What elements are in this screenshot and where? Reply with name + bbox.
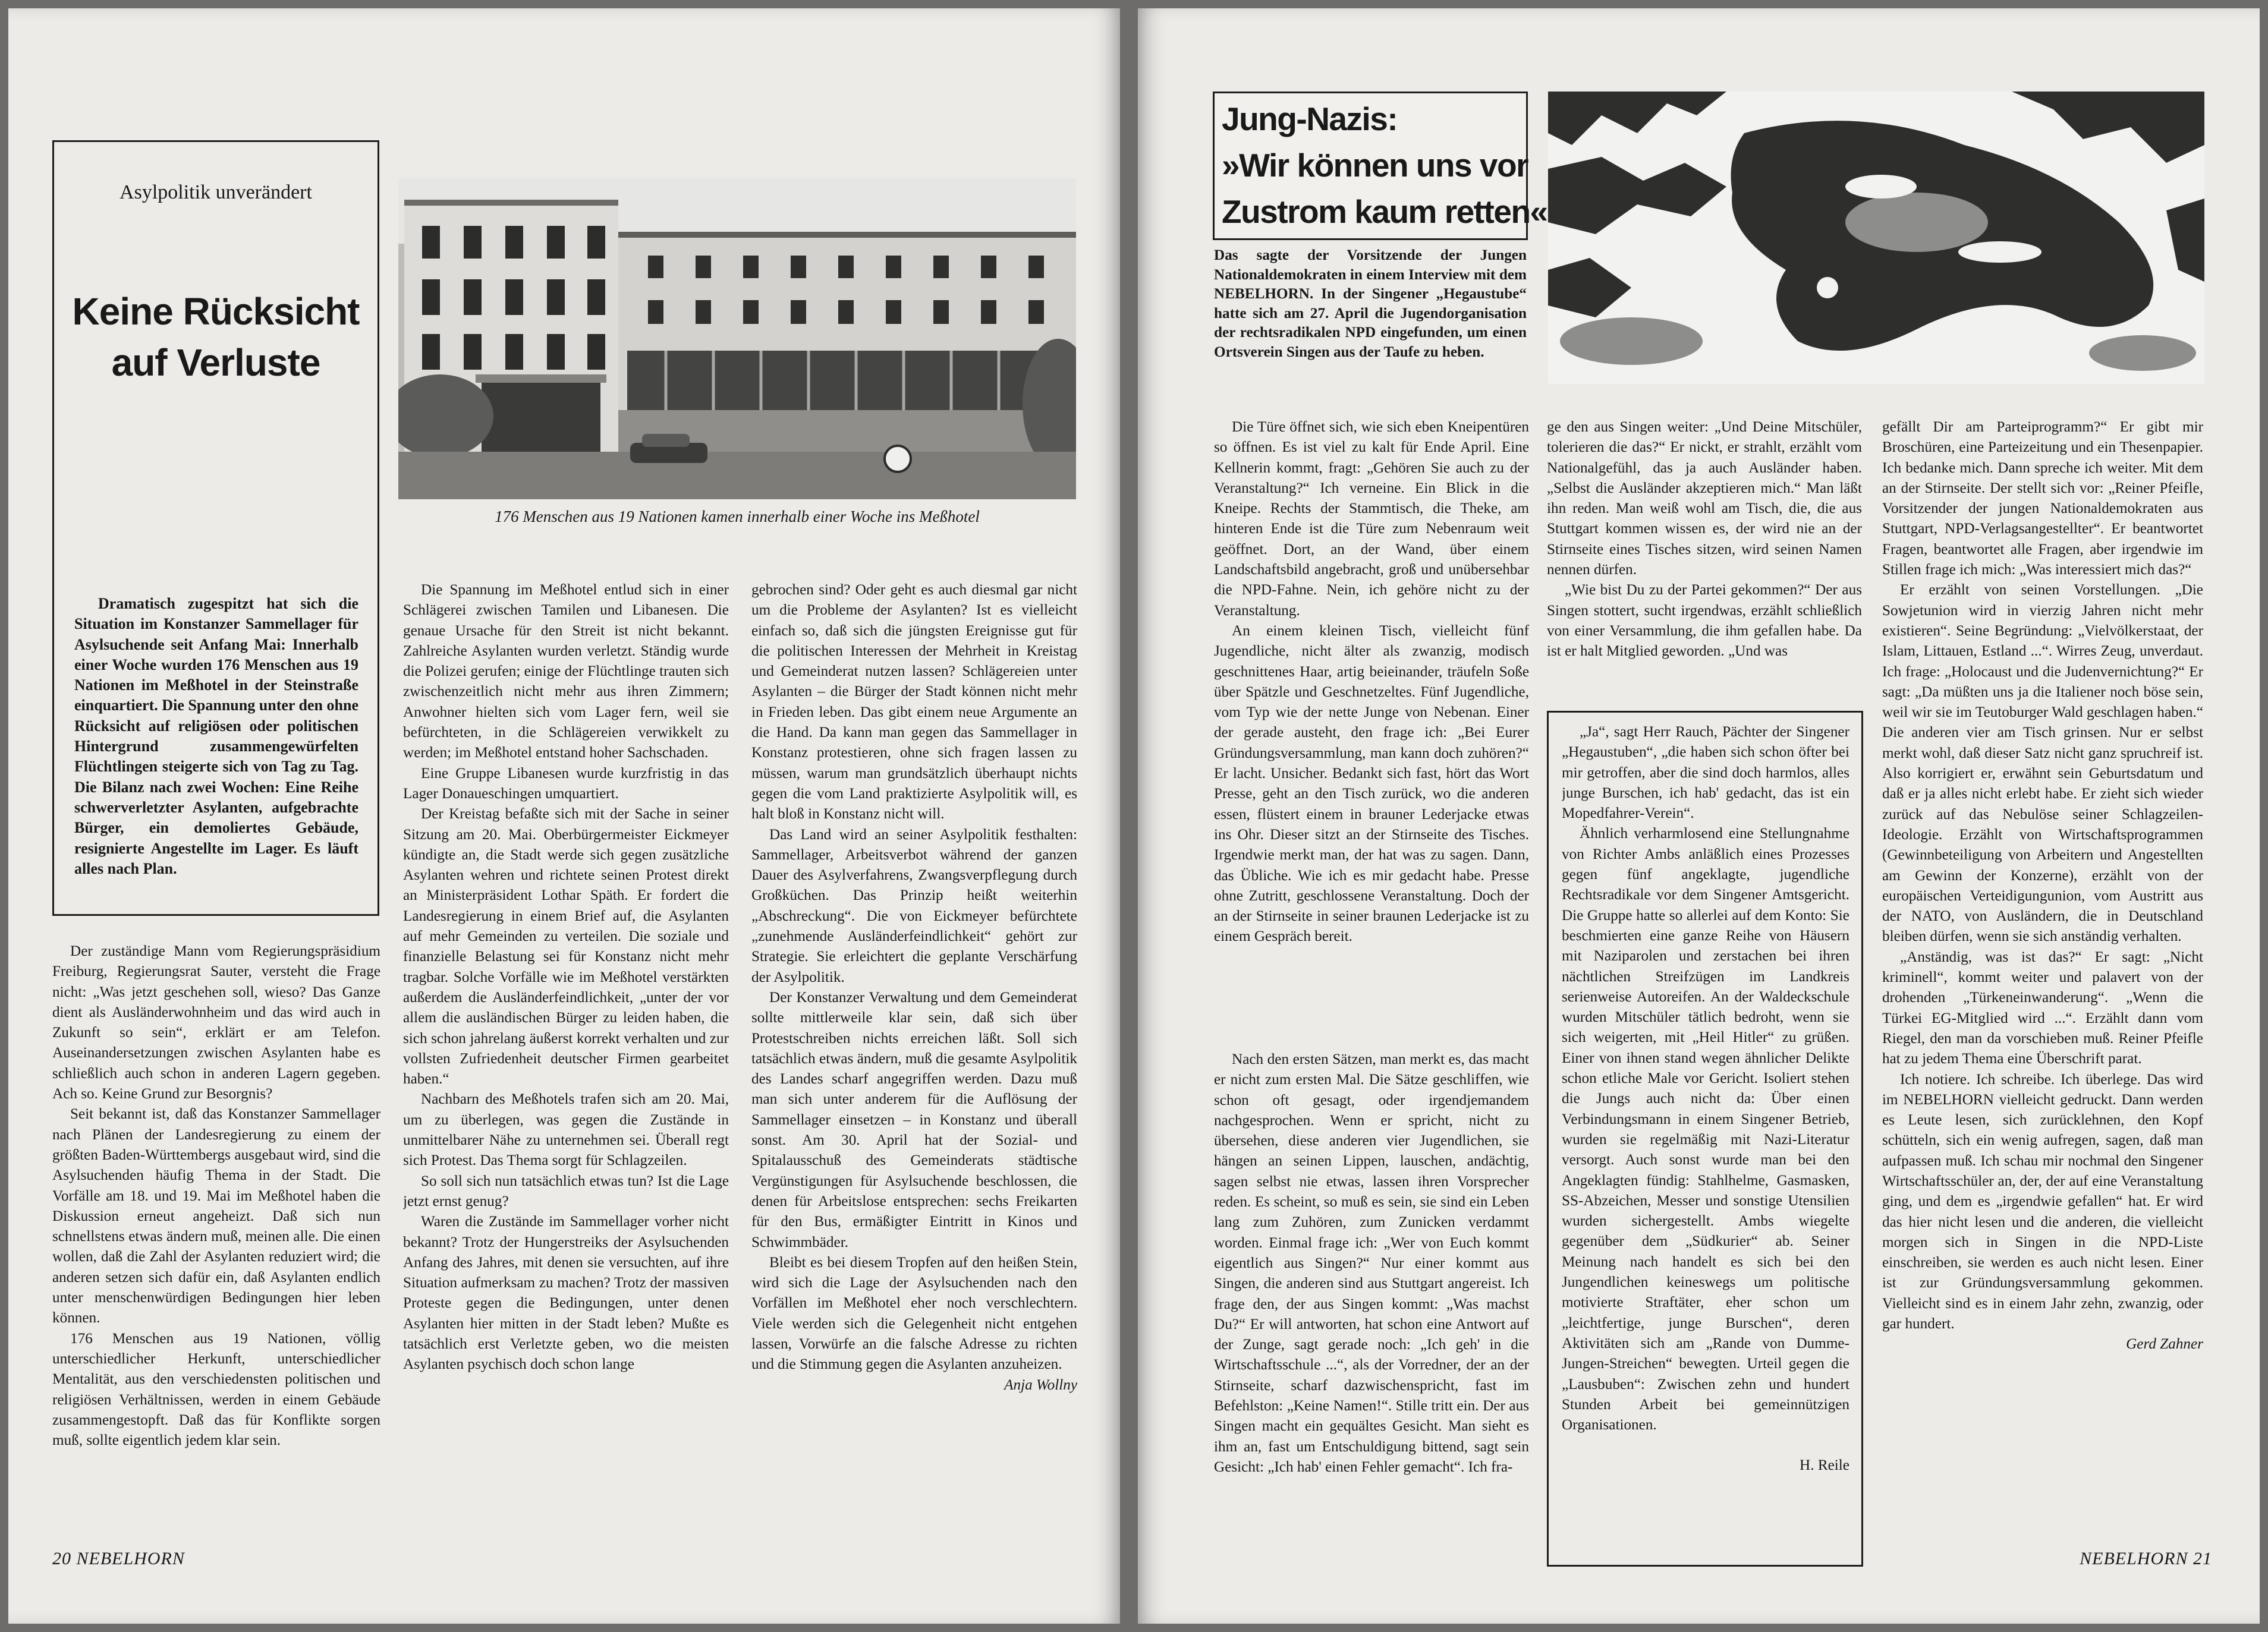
headline [54,286,378,388]
paragraph: Seit bekannt ist, daß das Konstanzer Sammellager nach Plänen der Landesregierung zu einem der größten Baden-Württembergs ausgebaut wird, sind die Asylsuchenden häufig Thema in der Stadt. Die Vorfälle am 18. und 19. Mai im Meßhotel haben die Diskussion erneut angeheizt. Daß sich nun schnellstens etwas ändern muß, meinen alle. Die einen wollen, daß die Zahl der Asylanten reduziert wird; die anderen setzen sich dafür ein, daß Asylanten endlich unter menschenwürdigen Bedingungen hier leben können. [52,1106,380,1327]
right-column-2 [1547,417,1862,691]
paragraph: Ich notiere. Ich schreibe. Ich überlege. Das wird im NEBELHORN vielleicht gedruckt. Dann werden es Leute lesen, sich zurücklehnen, den Kopf schütteln, sich ein wenig aufregen, sagen, daß man aufpassen muß. Ich schau mir nochmal den Singener Wirtschaftsschüler an, der, der auf eine Veranstaltung ging, und dem es „irgendwie gefallen“ hat. Er wird das hier nicht lesen und die anderen, die vielleicht morgen sich in Singen in die NPD-Liste einschreiben, sie werden es auch nicht lesen. Einer ist zur Gründungsversammlung gekommen. Vielleicht sind es in einem Jahr zehn, zwanzig, oder gar hundert. [1882,1071,2203,1332]
paragraph: Die Türe öffnet sich, wie sich eben Kneipentüren so öffnen. Es ist viel zu kalt für Ende April. Eine Kellnerin kommt, fragt: „Gehören Sie auch zu der Veranstaltung?“ Ich verneine. Ein Blick in die Kneipe. Rechts der Stammtisch, die Theke, am hinteren Ende ist die Türe zum Nebenraum weit geöffnet. Dort, an der Wand, über einem Landschaftsbild angebracht, groß und unübersehbar die NPD-Fahne. Nein, ich gehöre nicht zu der Veranstaltung. [1214,419,1529,619]
paragraph: Der zuständige Mann vom Regierungspräsidium Freiburg, Regierungsrat Sauter, versteht die Frage nicht: „Was jetzt geschehen soll, wieso? Das Ganze dient als Ausländerwohnheim und das wird auch in Zukunft so sein“, erklärt er am Telefon. Auseinandersetzungen zwischen Asylanten habe es schließlich auch schon in anderen Lagern gegeben. Ach so. Keine Grund zur Besorgnis? [52,943,380,1102]
paragraph: „Ja“, sagt Herr Rauch, Pächter der Singener „Hegaustuben“, „die haben sich schon öfter bei mir getroffen, aber die sind doch harmlos, alles junge Burschen, ich hab' gedacht, das ist ein Mopedfahrer-Verein“. [1562,724,1849,822]
left-column-3 [751,580,1077,1561]
paragraph: Nachbarn des Meßhotels trafen sich am 20. Mai, um zu überlegen, was gegen die Zustände in unmittelbarer Nähe zu unternehmen sei. Überall regt sich Protest. Das Thema sorgt für Schlagzeilen. [403,1091,729,1169]
paragraph: Er erzählt von seinen Vorstellungen. „Die Sowjetunion wird in vierzig Jahren nicht mehr existieren“. Seine Begründung: „Vielvölkerstaat, der Islam, Littauen, Estland ...“. Wirres Zeug, unverdaut. Ich frage: „Holocaust und die Judenvernichtung?“ Er sagt: „Da müßten uns ja die Italiener noch böse sein, weil wir sie im Teutoburger Wald geschlagen haben.“ Die anderen vier am Tisch grinsen. Nur er selbst merkt wohl, daß dieser Satz nicht ganz spruchreif ist. Also korrigiert er, erwähnt sein Geburtsdatum und daß er ja alles nicht erlebt habe. Er zieht sich wieder zurück auf das Nebulöse seiner Schlagzeilen-Ideologie. Erzählt von Wirtschaftsprogrammen (Gewinnbeteiligung von Arbeitern und Angestellten am Gewinn der Konzerne), erzählt von der europäischen Verteidigungunion, vom Austritt aus der NATO, von Ausländern, die in Deutschland bleiben dürfen, wenn sie sich anständig verhalten. [1882,582,2203,945]
paragraph: Das Land wird an seiner Asylpolitik festhalten: Sammellager, Arbeitsverbot während der ganzen Dauer des Asylverfahrens, Zwangsverpflegung durch Großküchen. Das Prinzip heißt weiterhin „Abschreckung“. Die von Eickmeyer befürchtete „zunehmende Ausländerfeindlichkeit“ gehört zur Strategie. Sie erleichtert die geplante Verschärfung der Asylpolitik. [751,826,1077,985]
paragraph: „Anständig, was ist das?“ Er sagt: „Nicht kriminell“, kommt weiter und palavert von der drohenden „Türkeneinwanderung“. „Wenn die Türkei EG-Mitglied wird ...“. Erzählt dann vom Riegel, den man da vorschieben muß. Reiner Pfeifle hat zu jedem Thema eine Überschrift parat. [1882,949,2203,1067]
messhotel-photo [398,178,1076,499]
headline-box [52,140,379,916]
headline [1222,96,1547,235]
abstract-photo [1548,92,2204,384]
paragraph: Waren die Zustände im Sammellager vorher nicht bekannt? Trotz der Hungerstreiks der Asylsuchenden Anfang des Jahres, mit denen sie versuchten, auf ihre Situation aufmerksam zu machen? Trotz der massiven Proteste gegen die Bedingungen, unter denen Asylanten hier mitten in der Stadt leben? Mußte es tatsächlich erst Verletzte geben, wo die meisten Asylanten psychisch doch schon lange [403,1214,729,1373]
left-page [8,8,1120,1624]
right-page [1138,8,2260,1624]
headline-line-2: »Wir können uns vor [1222,147,1528,184]
paragraph: gebrochen sind? Oder geht es auch diesmal gar nicht um die Probleme der Asylanten? Ist es vielleicht einfach so, daß sich die jüngsten Ereignisse gut für die politischen Interessen der Mehrheit in Kreistag und Gemeinderat nutzen lassen? Schlägereien unter Asylanten – die Bürger der Stadt können nicht mehr in Frieden leben. Das gibt einem neue Argumente an die Hand. Da kann man gegen das Sammellager in Konstanz protestieren, ohne sich fragen lassen zu müssen, warum man grundsätzlich überhaupt nichts gegen die vom Land praktizierte Asylpolitik will, es halt bloß in Konstanz nicht will. [751,582,1077,823]
paragraph: Ähnlich verharmlosend eine Stellungnahme von Richter Ambs anläßlich eines Prozesses gegen fünf angeklagte, jugendliche Rechtsradikale vor dem Singener Amtsgericht. Die Gruppe hatte so allerlei auf dem Konto: Sie beschmierten eine ganze Reihe von Häusern mit Naziparolen und zerstachen bei ihren nächtlichen Streifzügen im Landkreis serienweise Autoreifen. An der Waldeckschule wurden Mitschüler tätlich bedroht, wenn sie sich weigerten, mit „Heil Hitler“ zu grüßen. Einer von ihnen stand wegen ähnlicher Delikte schon etliche Male vor Gericht. Isoliert stehen die Jungs auch nicht da: Über einen Verbindungsmann in einem Singener Betrieb, wurden sie regelmäßig mit Nazi-Literatur versorgt. Auch sonst wurde man bei den Angeklagten fündig: Stahlhelme, Gasmasken, SS-Abzeichen, Messer und sonstige Utensilien wurden sichergestellt. Ambs wiegelte gegenüber dem „Südkurier“ ab. Seiner Meinung nach handelt es sich bei den Jungendlichen keineswegs um politische motivierte Straftäter, eher schon um „leichtfertige, junge Burschen“, deren Aktivitäten sich am „Rande von Dumme-Jungen-Streichen“ bewegten. Urteil gegen die „Lausbuben“: Zwischen zehn und hundert Stunden Arbeit bei gemeinnützigen Organisationen. [1562,826,1849,1433]
page-number: 20 NEBELHORN [52,1549,185,1568]
lead-text: Das sagte der Vorsitzende der Jungen Nationaldemokraten in einem Interview mit dem NEBELHORN. In der Singener „Hegaustube“ hatte sich am 27. April die Jugendorganisation der rechtsradikalen NPD eingefunden, um einen Ortsverein Singen aus der Taufe zu heben. [1214,247,1527,360]
paragraph: 176 Menschen aus 19 Nationen, völlig unterschiedlicher Herkunft, unterschiedlicher Mentalität, aus den verschiedensten politischen und religiösen Verhältnissen, werden in einem Gebäude zusammengestopft. Daß das für Konflikte sorgen muß, sollte eigentlich jedem klar sein. [52,1330,380,1449]
headline-line-1: Keine Rücksicht [72,290,360,333]
author-signature: Anja Wollny [1004,1376,1077,1393]
paragraph: „Wie bist Du zu der Partei gekommen?“ Der aus Singen stottert, sucht irgendwas, erzählt schließlich von einer Versammlung, die ihm gefallen habe. Da ist er halt Mitglied geworden. „Und was [1547,582,1862,660]
page-number: NEBELHORN 21 [2080,1549,2212,1568]
paragraph: Die Spannung im Meßhotel entlud sich in einer Schlägerei zwischen Tamilen und Libanesen. Die genaue Ursache für den Streit ist nicht bekannt. Zahlreiche Asylanten wurden verletzt. Ständig wurde die Polizei gerufen; einige der Flüchtlinge trauten sich zwischenzeitlich nicht mehr aus ihren Zimmern; Anwohner hielten sich vom Lager fern, weil sie befürchteten, in die Schlägereien verwikkelt zu werden; im Meßhotel entstand hoher Sachschaden. [403,582,729,761]
paragraph: ge den aus Singen weiter: „Und Deine Mitschüler, tolerieren die das?“ Er nickt, er strahlt, erzählt vom Nationalgefühl, das ja auch Ausländer haben. „Selbst die Ausländer akzeptieren mich.“ Man läßt ihn reden. Man weiß wohl am Tisch, die, die aus Stuttgart kommen wissen es, der wird nie an der Stirnseite eines Tisches sitzen, wird seinen Namen nennen dürfen. [1547,419,1862,578]
right-column-3 [1882,417,2203,1570]
paragraph: Der Kreistag befaßte sich mit der Sache in seiner Sitzung am 20. Mai. Oberbürgermeister Eickmeyer kündigte an, die Stadt werde sich gegen zusätzliche Asylanten wehren und richtete seinen Protest direkt an Ministerpräsident Lothar Späth. Er fordert die Landesregierung in einem Brief auf, die Asylanten auf mehr Gemeinden zu verteilen. Die soziale und finanzielle Belastung sei für Konstanz nicht mehr tragbar. Solche Vorfälle wie im Meßhotel verstärkten außerdem die Ausländerfeindlichkeit, „unter der vor allem die ausländischen Bürger zu leiden haben, die sich schon jahrelang äußerst korrekt verhalten und zur vollsten Zufriedenheit deutscher Firmen gearbeitet haben.“ [403,806,729,1088]
left-column-1 [52,941,380,1571]
headline-line-3: Zustrom kaum retten« [1222,193,1547,230]
right-column-1 [1214,417,1529,1047]
paragraph: Nach den ersten Sätzen, man merkt es, das macht er nicht zum ersten Mal. Die Sätze geschliffen, wie schon oft gesagt, oder irgendjemandem nachgesprochen. Wenn er spricht, nicht zu übersehen, diese anderen vier Jugendlichen, sie hängen an seinen Lippen, lauschen, andächtig, sagen selbst nie etwas, lassen ihren Vorsprecher reden. Es scheint, so muß es sein, sie sind ein Leben lang zum Zuhören, zum Zunicken verdammt worden. Einmal frage ich: „Wer von Euch kommt eigentlich aus Singen?“ Nur einer kommt aus Singen, die anderen sind aus Stuttgart angereist. Ich frage den, der aus Singen kommt: „Was machst Du?“ Er will antworten, hat schon eine Antwort auf der Zunge, sagt gerade noch: „Ich geh' in die Wirtschaftsschule ...“, als der Vorredner, der an der Stirnseite, scharf dazwischenspricht, fast im Befehlston: „Keine Namen!“. Stille tritt ein. Der aus Singen macht ein gequältes Gesicht. Man sieht es ihm an, fast um Entschuldigung bittend, sagt sein Gesicht: „Ich hab' einen Fehler gemacht“. Ich fra- [1214,1051,1529,1475]
kicker: Asylpolitik unverändert [119,181,312,203]
paragraph: Eine Gruppe Libanesen wurde kurzfristig in das Lager Donaueschingen umquartiert. [403,765,729,802]
paragraph: An einem kleinen Tisch, vielleicht fünf Jugendliche, nicht älter als zwanzig, modisch geschnittenes Haar, artig beieinander, träufeln Soße über Spätzle und Geschnetzeltes. Fünf Jugendliche, vom Typ wie der nette Junge von Nebenan. Einer der gerade austeht, den frage ich: „Bei Eurer Gründungsversammlung, man kann doch zuhören?“ Er lacht. Unsicher. Bedankt sich fast, hört das Wort Presse, geht an den Tisch zurück, wo die anderen essen, flüstert einem in brauner Lederjacke etwas ins Ohr. Dieser sitzt an der Stirnseite des Tisches. Irgendwie merkt man, der hat was zu sagen. Dann, das Übliche. Wie ich es mir gedacht habe. Presse ohne Zutritt, geschlossene Veranstaltung. Doch der an der Stirnseite in seiner braunen Lederjacke ist zu einem Gespräch bereit. [1214,622,1529,945]
headline-box [1213,92,1547,240]
sidebar-box [1547,711,1863,1567]
paragraph: Bleibt es bei diesem Tropfen auf den heißen Stein, wird sich die Lage der Asylsuchenden nach den Vorfällen im Meßhotel eher noch verschlechtern. Viele werden sich die Gelegenheit nicht entgehen lassen, Vorwürfe an die falsche Adresse zu richten und die Stimmung gegen die Asylanten anzuheizen. [751,1254,1077,1373]
paragraph: Der Konstanzer Verwaltung und dem Gemeinderat sollte mittlerweile klar sein, daß sich über Protestschreiben nichts erreichen läßt. Soll sich tatsächlich etwas ändern, muß die gesamte Asylpolitik des Landes scharf angegriffen werden. Dazu muß man sich unter anderem für die Auflösung der Sammellager einsetzen – in Konstanz und überall sonst. Am 30. April hat der Sozial- und Spitalausschuß des Gemeinderats städtische Vergünstigungen für Asylsuchende beschlossen, die denen für Arbeitslose entsprechen: sechs Freikarten für den Bus, ermäßigter Eintritt in Kinos und Schwimmbäder. [751,989,1077,1250]
box-author-signature: H. Reile [1800,1457,1849,1474]
right-column-1-continued [1214,1050,1529,1573]
photo-caption: 176 Menschen aus 19 Nationen kamen innerhalb einer Woche ins Meßhotel [495,508,980,525]
sidebar-box-text [1562,722,1849,1554]
lead-text: Dramatisch zugespitzt hat sich die Situation im Konstanzer Sammellager für Asylsuchende seit Anfang Mai: Innerhalb einer Woche wurden 176 Menschen aus 19 Nationen im Meßhotel in der Steinstraße einquartiert. Die Spannung unter den ohne Rücksicht auf religiösen oder politischen Hintergrund zusammengewürfelten Flüchtlingen steigerte sich von Tag zu Tag. Die Bilanz nach zwei Wochen: Eine Reihe schwerverletzter Asylanten, aufgebrachte Bürger, ein demoliertes Gebäude, resignierte Angestellte im Lager. Es läuft alles nach Plan. [74,595,358,877]
author-signature: Gerd Zahner [2126,1336,2203,1353]
headline-line-2: auf Verluste [111,341,320,384]
left-column-2 [403,580,729,1556]
paragraph: So soll sich nun tatsächlich etwas tun? Ist die Lage jetzt ernst genug? [403,1173,729,1209]
paragraph: gefällt Dir am Parteiprogramm?“ Er gibt mir Broschüren, eine Parteizeitung und ein Thesenpapier. Ich bedanke mich. Dann spreche ich weiter. Mit dem an der Stirnseite. Der stellt sich vor: „Reiner Pfeifle, Vorsitzender der jungen Nationaldemokraten aus Stuttgart, NPD-Verlagsangestellter“. Er beantwortet Fragen, beantwortet alle Fragen, aber irgendwie im Stillen frage ich mich: „Was interessiert mich das?“ [1882,419,2203,578]
headline-line-1: Jung-Nazis: [1222,100,1398,137]
